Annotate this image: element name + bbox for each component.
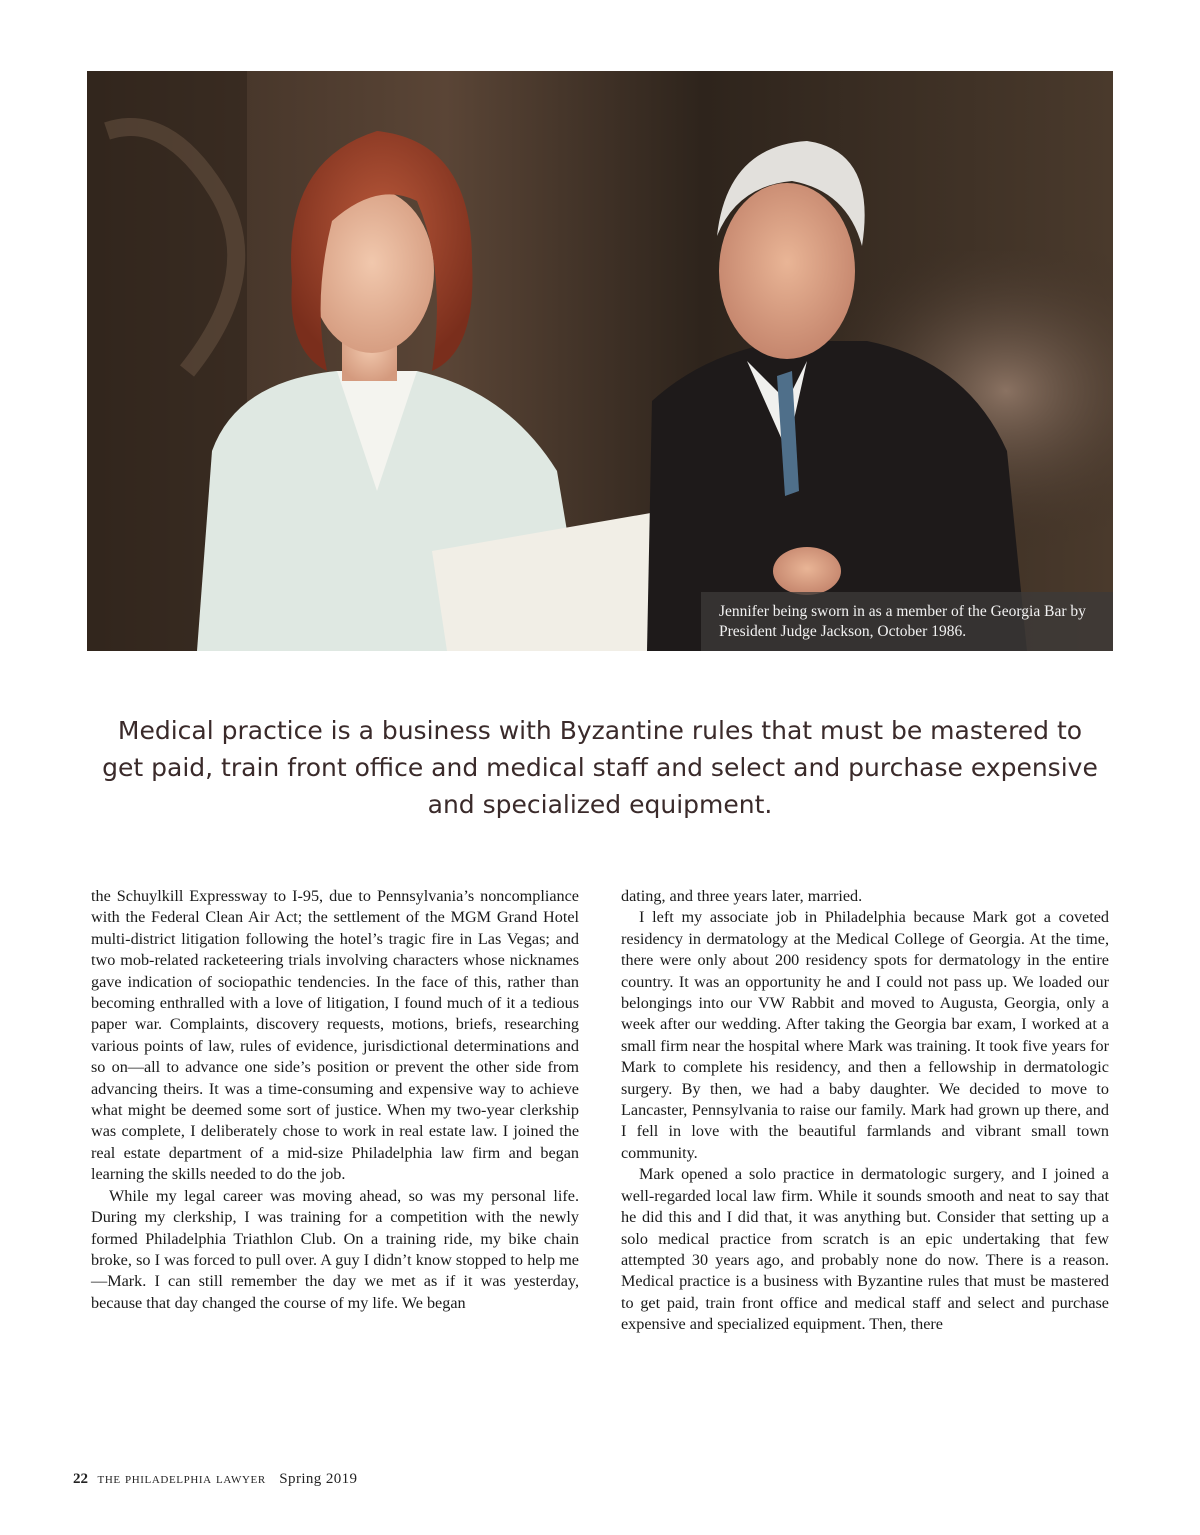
paragraph: While my legal career was moving ahead, so was my personal life. During my clerkship, I was training for a competition with the newly formed Philadelphia Triathlon Club. On a training ride, my bike chain broke, so I was forced to pull over. A guy I didn’t know stopped to help me—Mark. I can still remember the day we met as if it was yesterday, because that day changed the course of my life. We began — [91, 1186, 579, 1312]
pull-quote: Medical practice is a business with Byzantine rules that must be mastered to get paid, train front office and medical staff and select and purchase expensive and specialized equipment. — [102, 716, 1098, 819]
photo-caption: Jennifer being sworn in as a member of the Georgia Bar by President Judge Jackson, October 1986. — [701, 592, 1113, 651]
page-footer — [73, 1471, 357, 1488]
photo-illustration — [87, 71, 1113, 651]
paragraph: I left my associate job in Philadelphia because Mark got a coveted residency in dermatology at the Medical College of Georgia. At the time, there were only about 200 residency spots for dermatology in the entire country. It was an opportunity he and I could not pass up. We loaded our belongings into our VW Rabbit and moved to Augusta, Georgia, only a week after our wedding. After taking the Georgia bar exam, I worked at a small firm near the hospital where Mark was training. It took five years for Mark to complete his residency, and then a fellowship in dermatologic surgery. By then, we had a baby daughter. We decided to move to Lancaster, Pennsylvania to raise our family. Mark had grown up there, and I fell in love with the beautiful farmlands and vibrant small town community. — [621, 908, 1109, 1162]
page-number: 22 — [73, 1471, 88, 1487]
paragraph: the Schuylkill Expressway to I-95, due to Pennsylvania’s noncompliance with the Federal Clean Air Act; the settlement of the MGM Grand Hotel multi-district litigation following the hotel’s tragic fire in Las Vegas; and two mob-related racketeering trials involving characters whose nicknames gave indication of sociopathic tendencies. In the face of this, rather than becoming enthralled with a love of litigation, I found much of it a tedious paper war. Complaints, discovery requests, motions, briefs, researching various points of law, rules of evidence, jurisdictional determinations and so on—all to advance one side’s position or prevent the other side from advancing theirs. It was a time-consuming and expensive way to achieve what might be deemed some sort of justice. When my two-year clerkship was complete, I deliberately chose to work in real estate law. I joined the real estate department of a mid-size Philadelphia law firm and began learning the skills needed to do the job. — [91, 887, 579, 1184]
publication-name: the philadelphia lawyer — [97, 1471, 266, 1487]
paragraph: dating, and three years later, married. — [621, 887, 863, 905]
body-column-right — [621, 886, 1109, 1336]
feature-photo — [87, 71, 1113, 651]
body-column-left — [91, 886, 579, 1314]
issue-date: Spring 2019 — [279, 1471, 358, 1487]
paragraph: Mark opened a solo practice in dermatologic surgery, and I joined a well-regarded local law firm. While it sounds smooth and neat to say that he did this and I did that, it was anything but. Consider that setting up a solo medical practice from scratch is an epic undertaking that few attempted 30 years ago, and probably none do now. There is a reason. Medical practice is a business with Byzantine rules that must be mastered to get paid, train front office and medical staff and select and purchase expensive and specialized equipment. Then, there — [621, 1165, 1109, 1334]
